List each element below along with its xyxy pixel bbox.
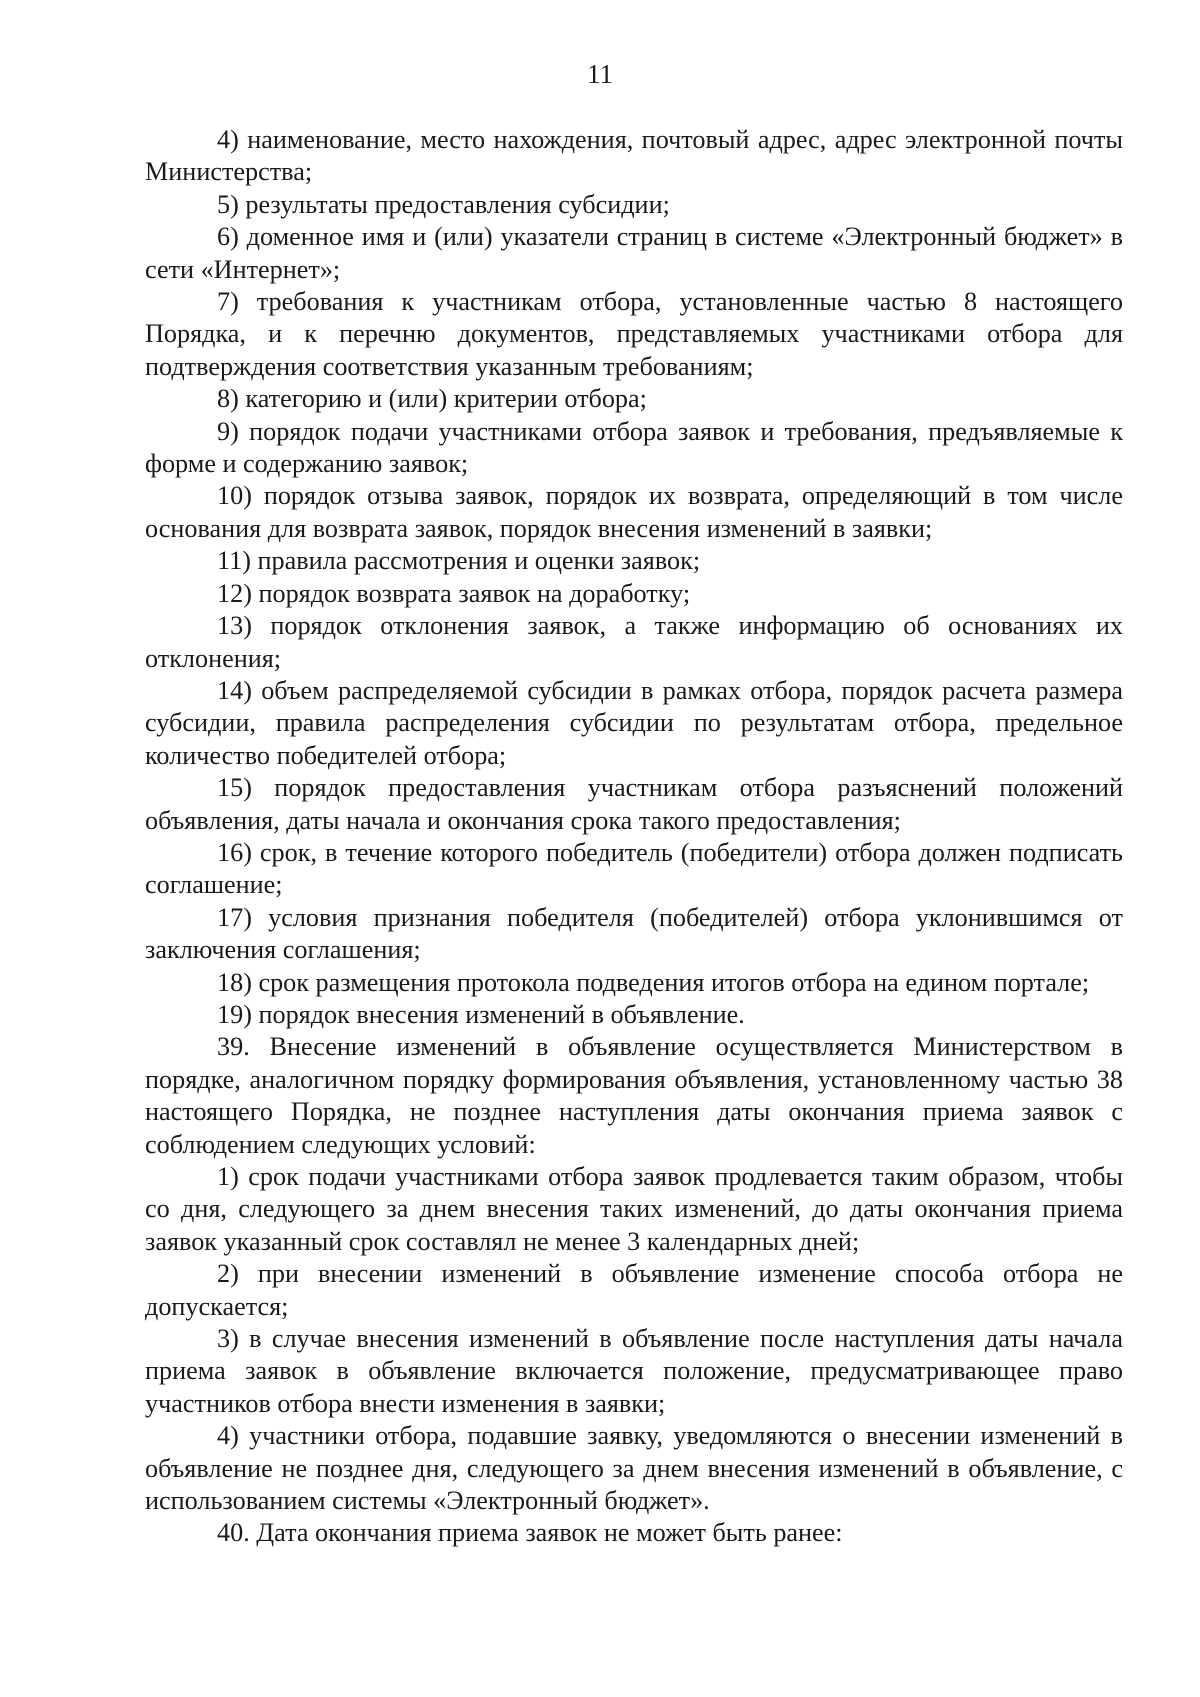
item-7: 7) требования к участникам отбора, установленные частью 8 настоящего Порядка, и к перечню документов, представляемых участниками отбора для подтверждения соответствия указанным требованиям;	[145, 287, 1123, 381]
section-40: 40. Дата окончания приема заявок не может быть ранее:	[217, 1518, 843, 1548]
item-13: 13) порядок отклонения заявок, а также информацию об основаниях их отклонения;	[145, 611, 1123, 673]
item-15: 15) порядок предоставления участникам отбора разъяснений положений объявления, даты начала и окончания срока такого предоставления;	[145, 773, 1123, 835]
item-11: 11) правила рассмотрения и оценки заявок;	[217, 546, 701, 576]
item-9: 9) порядок подачи участниками отбора заявок и требования, предъявляемые к форме и содержанию заявок;	[145, 416, 1123, 479]
section-39-item-1: 1) срок подачи участниками отбора заявок продлевается таким образом, чтобы со дня, следующего за днем внесения таких изменений, до даты окончания приема заявок указанный срок составлял не менее 3 календарных дней;	[145, 1162, 1123, 1256]
item-17: 17) условия признания победителя (победителей) отбора уклонившимся от заключения соглашения;	[145, 902, 1123, 965]
section-39-item-3: 3) в случае внесения изменений в объявление после наступления даты начала приема заявок в объявление включается положение, предусматривающее право участников отбора внести изменения в заявки;	[145, 1324, 1123, 1418]
item-19: 19) порядок внесения изменений в объявление.	[217, 999, 745, 1029]
item-14: 14) объем распределяемой субсидии в рамках отбора, порядок расчета размера субсидии, правила распределения субсидии по результатам отбора, предельное количество победителей отбора;	[145, 675, 1123, 770]
item-8: 8) категорию и (или) критерии отбора;	[217, 384, 647, 414]
item-4: 4) наименование, место нахождения, почтовый адрес, адрес электронной почты Министерства;	[145, 125, 1123, 187]
section-39-item-4: 4) участники отбора, подавшие заявку, уведомляются о внесении изменений в объявление не позднее дня, следующего за днем внесения изменений в объявление, с использованием системы «Электронный бюджет».	[145, 1421, 1123, 1516]
item-16: 16) срок, в течение которого победитель (победители) отбора должен подписать соглашение;	[145, 837, 1123, 900]
item-10: 10) порядок отзыва заявок, порядок их возврата, определяющий в том числе основания для возврата заявок, порядок внесения изменений в заявки;	[145, 481, 1123, 543]
page-number: 11	[587, 59, 613, 89]
section-39-item-2: 2) при внесении изменений в объявление изменение способа отбора не допускается;	[145, 1259, 1123, 1321]
item-5: 5) результаты предоставления субсидии;	[217, 189, 670, 219]
document-body	[145, 124, 1123, 1550]
item-18: 18) срок размещения протокола подведения итогов отбора на едином портале;	[217, 967, 1090, 997]
item-6: 6) доменное имя и (или) указатели страниц в системе «Электронный бюджет» в сети «Интернет»;	[145, 222, 1123, 284]
item-12: 12) порядок возврата заявок на доработку;	[217, 578, 691, 608]
section-39: 39. Внесение изменений в объявление осуществляется Министерством в порядке, аналогичном порядку формирования объявления, установленному частью 38 настоящего Порядка, не позднее наступления даты окончания приема заявок с соблюдением следующих условий:	[145, 1032, 1123, 1159]
